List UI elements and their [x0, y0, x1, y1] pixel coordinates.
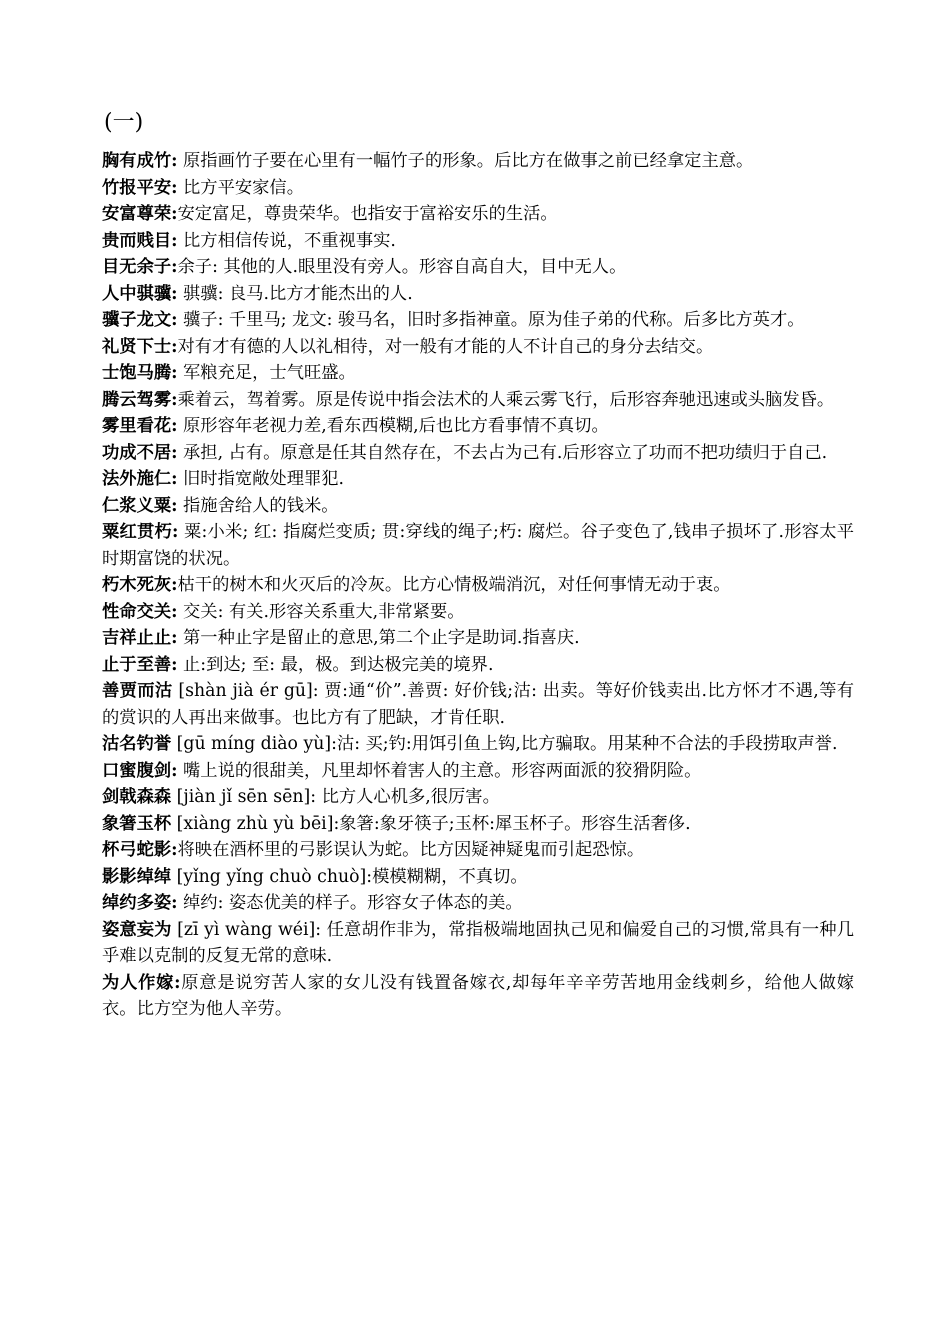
- idiom-definition: 第一种止字是留止的意思,第二个止字是助词.指喜庆.: [177, 628, 580, 648]
- idiom-entry: [102, 917, 854, 970]
- idiom-list: [102, 148, 854, 1023]
- idiom-entry: [102, 254, 854, 281]
- idiom-definition: [xiàng zhù yù bēi]:象箸:象牙筷子;玉杯:犀玉杯子。形容生活奢侈.: [171, 813, 691, 834]
- idiom-entry: [102, 466, 854, 493]
- idiom-term: 绰约多姿:: [102, 893, 178, 913]
- idiom-entry: [102, 413, 854, 440]
- idiom-entry: [102, 890, 854, 917]
- idiom-entry: [102, 572, 854, 599]
- idiom-term: 人中骐骥:: [102, 283, 178, 304]
- idiom-definition: 原指画竹子要在心里有一幅竹子的形象。后比方在做事之前已经拿定主意。: [177, 151, 754, 171]
- idiom-entry: [102, 334, 854, 361]
- idiom-definition: 将映在酒杯里的弓影误认为蛇。比方因疑神疑鬼而引起恐惊。: [177, 840, 645, 860]
- idiom-definition: 交关: 有关.形容关系重大,非常紧要。: [177, 601, 465, 622]
- section-title: (一): [104, 110, 144, 135]
- idiom-entry: [102, 784, 854, 811]
- idiom-definition: 骥子: 千里马; 龙文: 骏马名，旧时多指神童。原为佳子弟的代称。后多比方英才。: [177, 310, 805, 330]
- idiom-entry: [102, 864, 854, 891]
- idiom-entry: [102, 148, 854, 175]
- idiom-term: 腾云驾雾:: [102, 389, 178, 410]
- idiom-term: 礼贤下士:: [102, 336, 178, 357]
- idiom-entry: [102, 281, 854, 308]
- idiom-term: 影影绰绰: [102, 866, 172, 887]
- idiom-entry: [102, 625, 854, 652]
- idiom-definition: 比方平安家信。: [177, 177, 304, 198]
- idiom-term: 仁浆义粟:: [102, 495, 178, 516]
- idiom-definition: 比方相信传说，不重视事实.: [177, 230, 396, 251]
- idiom-definition: [gū míng diào yù]:沽: 买;钓:用饵引鱼上钩,比方骗取。用某种不合法的手段捞取声誉.: [171, 734, 838, 754]
- idiom-term: 竹报平安:: [102, 177, 178, 198]
- idiom-entry: [102, 493, 854, 520]
- idiom-entry: [102, 678, 854, 731]
- idiom-definition: 原意是说穷苦人家的女儿没有钱置备嫁衣,却每年辛辛劳苦地用金线刺乡，给他人做嫁衣。比方空为他人辛劳。: [102, 972, 854, 1019]
- idiom-term: 沽名钓誉: [102, 734, 172, 754]
- idiom-term: 法外施仁:: [102, 469, 178, 489]
- idiom-term: 贵而贱目:: [102, 230, 178, 251]
- idiom-definition: 止:到达; 至: 最，极。到达极完美的境界.: [177, 654, 494, 675]
- idiom-entry: [102, 837, 854, 864]
- idiom-definition: 粟:小米; 红: 指腐烂变质; 贯:穿线的绳子;朽: 腐烂。谷子变色了,钱串子损坏了.形容太平时期富饶的状况。: [102, 522, 854, 569]
- idiom-term: 胸有成竹:: [102, 151, 178, 171]
- idiom-term: 骥子龙文:: [102, 310, 178, 330]
- idiom-entry: [102, 307, 854, 334]
- idiom-definition: 承担, 占有。原意是任其自然存在，不去占为己有.后形容立了功而不把功绩归于自己.: [177, 442, 828, 463]
- idiom-term: 止于至善:: [102, 654, 178, 675]
- idiom-entry: [102, 758, 854, 785]
- idiom-entry: [102, 175, 854, 202]
- document-page: [102, 108, 854, 1023]
- idiom-entry: [102, 440, 854, 467]
- idiom-term: 吉祥止止:: [102, 628, 178, 648]
- idiom-entry: [102, 519, 854, 572]
- idiom-term: 剑戟森森: [102, 787, 172, 807]
- idiom-term: 性命交关:: [102, 601, 178, 622]
- idiom-term: 士饱马腾:: [102, 363, 178, 383]
- idiom-entry: [102, 970, 854, 1023]
- idiom-definition: 旧时指宽敞处理罪犯.: [177, 469, 345, 489]
- idiom-definition: 乘着云，驾着雾。原是传说中指会法术的人乘云雾飞行，后形容奔驰迅速或头脑发昏。: [177, 389, 835, 410]
- idiom-entry: [102, 387, 854, 414]
- idiom-term: 朽木死灰:: [102, 575, 178, 595]
- idiom-term: 功成不居:: [102, 442, 178, 463]
- idiom-term: 安富尊荣:: [102, 204, 178, 224]
- idiom-term: 杯弓蛇影:: [102, 840, 178, 860]
- idiom-entry: [102, 201, 854, 228]
- idiom-definition: [zī yì wàng wéi]: 任意胡作非为，常指极端地固执己见和偏爱自己的习惯,常具有一种几乎难以克制的反复无常的意味.: [102, 919, 854, 966]
- idiom-entry: [102, 228, 854, 255]
- idiom-term: 雾里看花:: [102, 416, 178, 436]
- idiom-definition: [jiàn jǐ sēn sēn]: 比方人心机多,很厉害。: [171, 787, 500, 807]
- idiom-definition: 原形容年老视力差,看东西模糊,后也比方看事情不真切。: [177, 416, 609, 436]
- idiom-definition: 军粮充足，士气旺盛。: [177, 363, 356, 383]
- idiom-term: 善贾而沽: [102, 681, 173, 701]
- idiom-term: 目无余子:: [102, 257, 178, 277]
- idiom-definition: 枯干的树木和火灭后的冷灰。比方心情极端消沉，对任何事情无动于衷。: [177, 575, 731, 595]
- idiom-definition: [yǐng yǐng chuò chuò]:模模糊糊，不真切。: [171, 866, 528, 887]
- idiom-entry: [102, 599, 854, 626]
- idiom-entry: [102, 811, 854, 838]
- idiom-definition: 安定富足，尊贵荣华。也指安于富裕安乐的生活。: [177, 204, 558, 224]
- idiom-definition: 绰约: 姿态优美的样子。形容女子体态的美。: [177, 893, 523, 913]
- idiom-entry: [102, 731, 854, 758]
- idiom-definition: 骐骥: 良马.比方才能杰出的人.: [177, 283, 413, 304]
- idiom-term: 口蜜腹剑:: [102, 760, 178, 781]
- idiom-term: 为人作嫁:: [102, 972, 181, 993]
- idiom-definition: 对有才有德的人以礼相待，对一般有才能的人不计自己的身分去结交。: [177, 336, 714, 357]
- idiom-definition: 嘴上说的很甜美，凡里却怀着害人的主意。形容两面派的狡猾阴险。: [177, 760, 702, 781]
- idiom-term: 象箸玉杯: [102, 813, 172, 834]
- idiom-entry: [102, 652, 854, 679]
- idiom-entry: [102, 360, 854, 387]
- idiom-term: 姿意妄为: [102, 919, 172, 940]
- idiom-definition: [shàn jià ér gū]: 贾:通“价”.善贾: 好价钱;沽: 出卖。等好价钱卖出.比方怀才不遇,等有的赏识的人再出来做事。也比方有了肥缺，才肯任职.: [102, 681, 854, 728]
- idiom-definition: 余子: 其他的人.眼里没有旁人。形容自高自大，目中无人。: [177, 257, 627, 277]
- idiom-definition: 指施舍给人的钱米。: [177, 495, 339, 516]
- idiom-term: 粟红贯朽:: [102, 522, 179, 542]
